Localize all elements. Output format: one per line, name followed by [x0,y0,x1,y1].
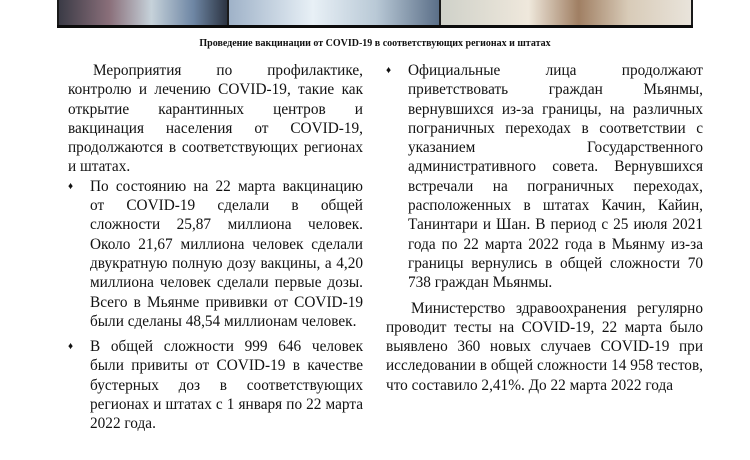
photo-panel-middle [229,0,439,28]
list-item [68,177,363,331]
list-item [68,337,363,433]
photo-caption: Проведение вакцинации от COVID-19 в соответствующих регионах и штатах [199,38,551,49]
photo-panel-left [59,0,227,28]
list-item-text: Официальные лица продолжают приветствовать граждан Мьянмы, вернувшихся из-за границы, на различных пограничных переходах в соответствии с указанием Государственного административного совета. Вернувшихся встречали на пограничных переходах, расположенных в штатах Качин, Кайин, Танинтари и Шан. В период с 25 июля 2021 года по 22 марта 2022 года в Мьянму из-за границы вернулись в общей сложности 70 738 граждан Мьянмы. [408,62,703,292]
body-paragraph: Министерство здравоохранения регулярно проводит тесты на COVID-19, 22 марта было выявлено 360 новых случаев COVID-19 при исследовании в общей сложности 14 958 тестов, что составило 2,41%. До 22 марта 2022 года [386,299,703,394]
right-column [386,61,703,395]
photo-border [57,25,693,28]
list-item [386,61,703,293]
left-column [68,61,363,434]
diamond-bullet-icon: ♦ [68,180,74,192]
photo-panel-right [441,0,691,28]
diamond-bullet-icon: ♦ [386,65,392,76]
diamond-bullet-icon: ♦ [68,341,74,353]
intro-paragraph: Мероприятия по профилактике, контролю и лечению COVID-19, такие как открытие карантинных центров и вакцинация населения от COVID-19, продолжаются в соответствующих регионах и штатах. [68,62,363,176]
list-item-text: По состоянию на 22 марта вакцинацию от COVID-19 сделали в общей сложности 25,87 миллиона человек. Около 21,67 миллиона человек сделали двукратную полную дозу вакцины, а 4,20 миллиона человек сделали первые дозы. Всего в Мьянме прививки от COVID-19 были сделаны 48,54 миллионам человек. [90,177,363,330]
list-item-text: В общей сложности 999 646 человек были привиты от COVID-19 в качестве бустерных доз в соответствующих регионах и штатах с 1 января по 22 марта 2022 года. [90,338,363,433]
vaccination-photo [57,0,693,28]
